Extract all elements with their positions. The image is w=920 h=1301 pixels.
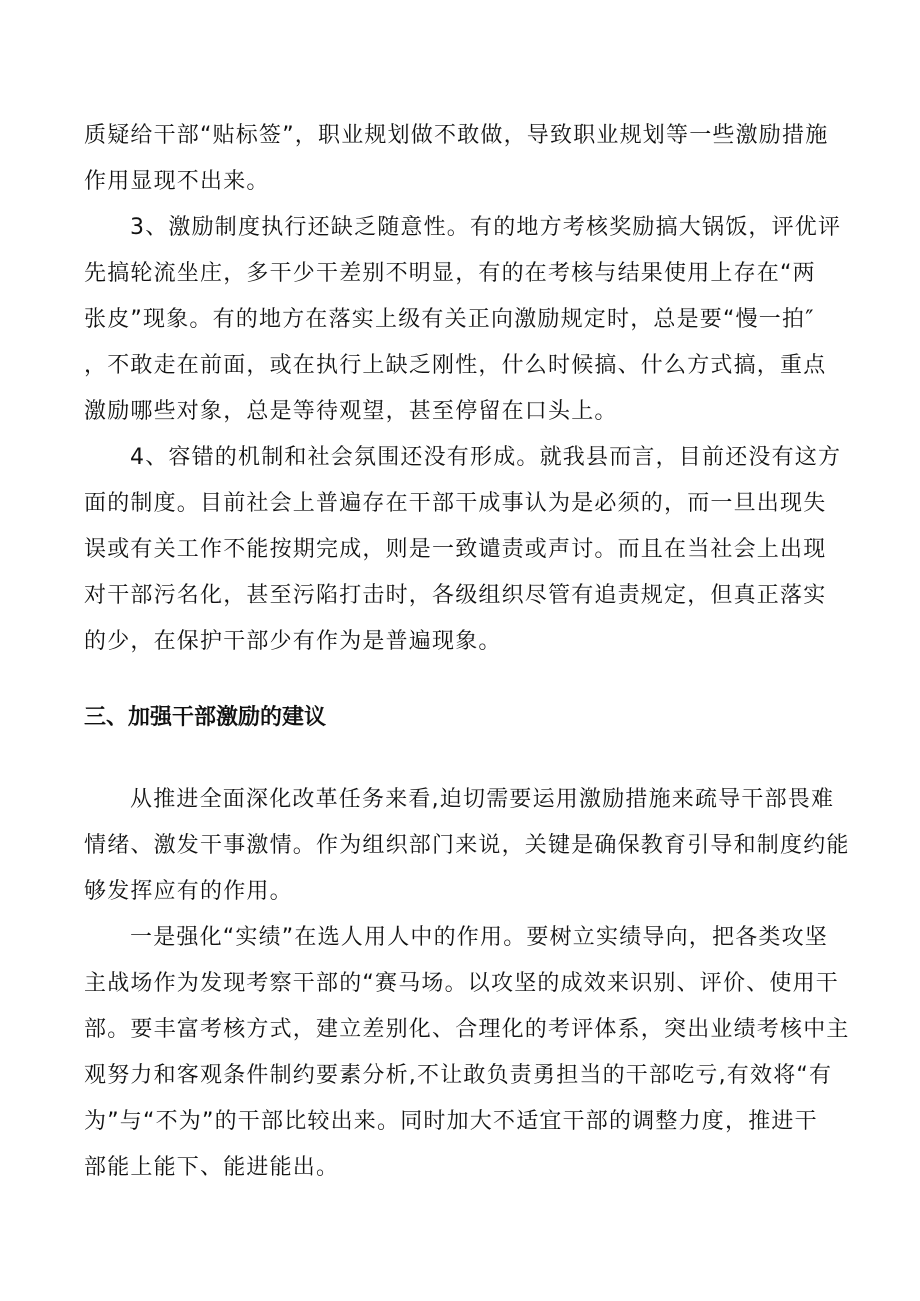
paragraph-line: 激励哪些对象，总是等待观望，甚至停留在口头上。 [84, 399, 618, 424]
paragraph-line: ，不敢走在前面，或在执行上缺乏刚性，什么时候搞、什么方式搞，重点 [84, 353, 827, 378]
paragraph-line: 为”与“不为”的干部比较出来。同时加大不适宜干部的调整力度，推进干 [84, 1109, 818, 1134]
paragraph-line: 面的制度。目前社会上普遍存在干部干成事认为是必须的，而一旦出现失 [84, 491, 827, 516]
paragraph-line: 3、激励制度执行还缺乏随意性。有的地方考核奖励搞大锅饭，评优评 [130, 215, 842, 240]
paragraph-line: 先搞轮流坐庄，多干少干差别不明显，有的在考核与结果使用上存在“两 [84, 261, 816, 286]
paragraph-line: 情绪、激发干事激情。作为组织部门来说，关键是确保教育引导和制度约能 [84, 833, 850, 858]
paragraph-line: 观努力和客观条件制约要素分析,不让敢负责勇担当的干部吃亏,有效将“有 [84, 1063, 833, 1088]
section-heading: 三、加强干部激励的建议 [84, 705, 327, 730]
paragraph-line: 够发挥应有的作用。 [84, 879, 293, 904]
paragraph-line: 作用显现不出来。 [84, 169, 270, 194]
paragraph-line: 一是强化“实绩”在选人用人中的作用。要树立实绩导向，把各类攻坚 [130, 925, 828, 950]
paragraph-line: 主战场作为发现考察干部的“赛马场。以攻坚的成效来识别、评价、使用干 [84, 971, 839, 996]
paragraph-line: 误或有关工作不能按期完成，则是一致谴责或声讨。而且在当社会上出现 [84, 537, 827, 562]
paragraph-line: 部。要丰富考核方式，建立差别化、合理化的考评体系，突出业绩考核中主 [84, 1017, 850, 1042]
paragraph-line: 4、容错的机制和社会氛围还没有形成。就我县而言，目前还没有这方 [130, 445, 842, 470]
paragraph-line: 部能上能下、能进能出。 [84, 1155, 340, 1180]
paragraph-line: 质疑给干部“贴标签”，职业规划做不敢做，导致职业规划等一些激励措施 [84, 123, 829, 148]
paragraph-line: 对干部污名化，甚至污陷打击时，各级组织尽管有追责规定，但真正落实 [84, 583, 827, 608]
paragraph-line: 的少，在保护干部少有作为是普遍现象。 [84, 629, 502, 654]
paragraph-line: 从推进全面深化改革任务来看,迫切需要运用激励措施来疏导干部畏难 [130, 787, 835, 812]
paragraph-line: 张皮”现象。有的地方在落实上级有关正向激励规定时，总是要“慢一拍″ [84, 307, 815, 332]
